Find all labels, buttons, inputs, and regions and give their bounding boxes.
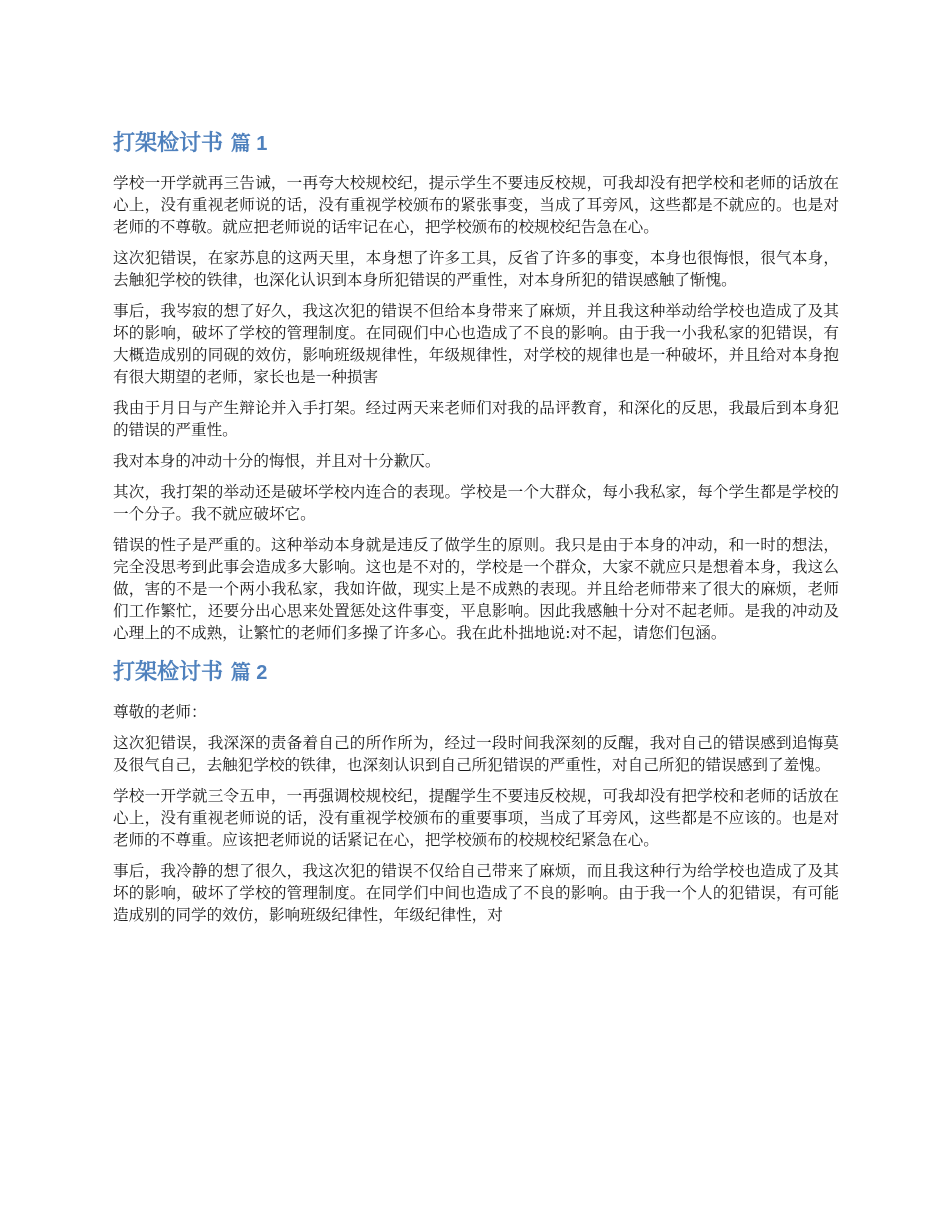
paragraph: 尊敬的老师： [113,703,207,721]
paragraph: 事后，我岑寂的想了好久，我这次犯的错误不但给本身带来了麻烦，并且我这种举动给学校也造成了及其坏的影响，破坏了学校的管理制度。在同砚们中心也造成了不良的影响。由于我一小我私家的犯错误，有大概造成别的同砚的效仿，影响班级规律性，年级规律性，对学校的规律也是一种破坏，并且给对本身抱有很大期望的老师，家长也是一种损害 [113,302,839,386]
section-2-title: 打架检讨书 [113,660,224,685]
paragraph: 学校一开学就再三告诫，一再夸大校规校纪，提示学生不要违反校规，可我却没有把学校和老师的话放在心上，没有重视老师说的话，没有重视学校颁布的紧张事变，当成了耳旁风，这些都是不就应的。也是对老师的不尊敬。就应把老师说的话牢记在心，把学校颁布的校规校纪告急在心。 [113,174,839,236]
paragraph: 这次犯错误，在家苏息的这两天里，本身想了许多工具，反省了许多的事变，本身也很悔恨，很气本身，去触犯学校的铁律，也深化认识到本身所犯错误的严重性，对本身所犯的错误感触了惭愧。 [113,249,839,289]
section-1-heading [113,124,839,164]
section-2-heading [113,653,839,693]
paragraph: 学校一开学就三令五申，一再强调校规校纪，提醒学生不要违反校规，可我却没有把学校和老师的话放在心上，没有重视老师说的话，没有重视学校颁布的重要事项，当成了耳旁风，这些都是不应该的。也是对老师的不尊重。应该把老师说的话紧记在心，把学校颁布的校规校纪紧急在心。 [113,787,839,849]
section-1-number: 篇 1 [230,133,268,155]
paragraph: 我对本身的冲动十分的悔恨，并且对十分歉仄。 [113,452,441,470]
document-page [113,124,839,935]
paragraph: 其次，我打架的举动还是破坏学校内连合的表现。学校是一个大群众，每小我私家，每个学生都是学校的一个分子。我不就应破坏它。 [113,483,839,523]
paragraph: 我由于月日与产生辩论并入手打架。经过两天来老师们对我的品评教育，和深化的反思，我最后到本身犯的错误的严重性。 [113,399,839,439]
section-1 [113,124,839,644]
paragraph: 事后，我冷静的想了很久，我这次犯的错误不仅给自己带来了麻烦，而且我这种行为给学校也造成了及其坏的影响，破坏了学校的管理制度。在同学们中间也造成了不良的影响。由于我一个人的犯错误，有可能造成别的同学的效仿，影响班级纪律性，年级纪律性，对 [113,862,839,924]
section-1-title: 打架检讨书 [113,131,224,156]
paragraph: 这次犯错误，我深深的责备着自己的所作所为，经过一段时间我深刻的反醒，我对自己的错误感到追悔莫及很气自己，去触犯学校的铁律，也深刻认识到自己所犯错误的严重性，对自己所犯的错误感到了羞愧。 [113,734,839,774]
section-2-number: 篇 2 [230,662,268,684]
section-2 [113,653,839,926]
paragraph: 错误的性子是严重的。这种举动本身就是违反了做学生的原则。我只是由于本身的冲动，和一时的想法，完全没思考到此事会造成多大影响。这也是不对的，学校是一个群众，大家不就应只是想着本身，我这么做，害的不是一个两小我私家，我如许做，现实上是不成熟的表现。并且给老师带来了很大的麻烦，老师们工作繁忙，还要分出心思来处置惩处这件事变，平息影响。因此我感触十分对不起老师。是我的冲动及心理上的不成熟，让繁忙的老师们多操了许多心。我在此朴拙地说:对不起，请您们包涵。 [113,536,839,642]
